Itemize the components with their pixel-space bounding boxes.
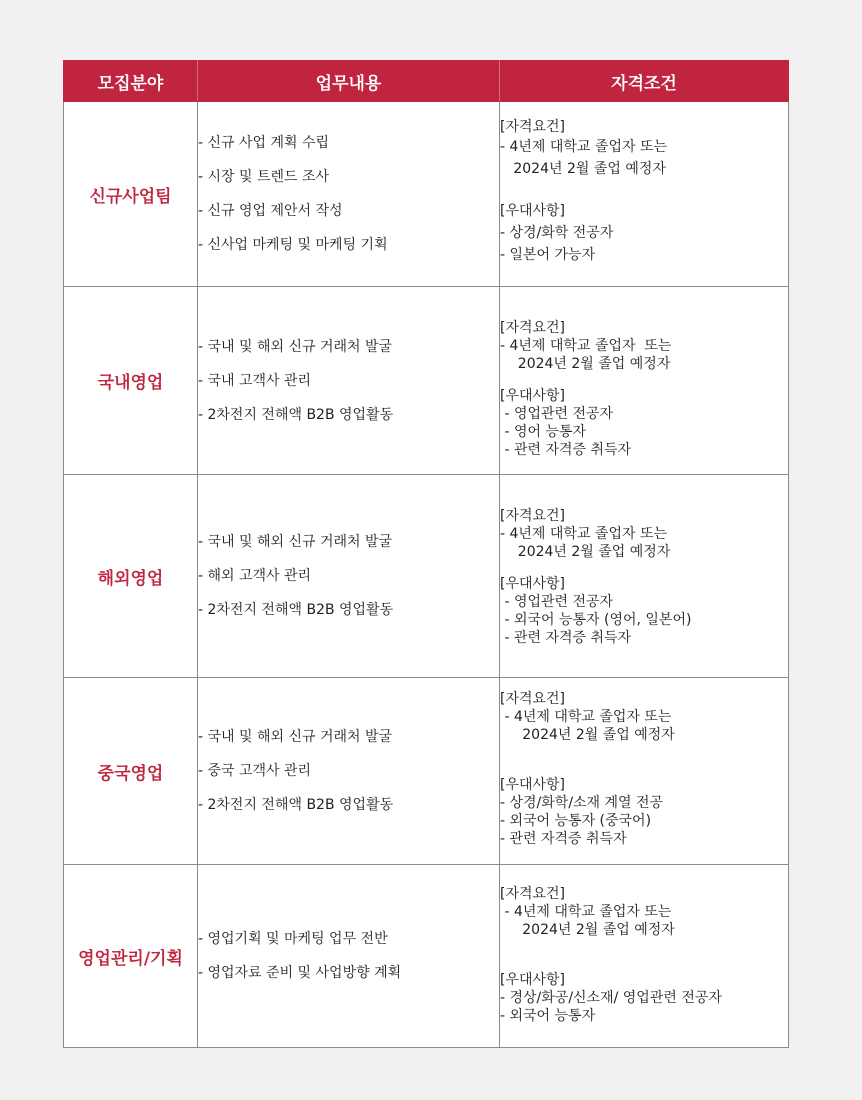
table-row xyxy=(64,678,789,865)
department-cell: 국내영업 xyxy=(64,287,198,475)
duty-item: - 영업자료 준비 및 사업방향 계획 xyxy=(198,965,402,981)
table-row xyxy=(64,287,789,475)
header-row xyxy=(64,61,789,102)
requirement-item: 2024년 2월 졸업 예정자 xyxy=(500,161,666,177)
header-duties: 업무내용 xyxy=(198,61,500,102)
requirement-item: - 4년제 대학교 졸업자 또는 xyxy=(500,338,672,354)
requirement-item: 2024년 2월 졸업 예정자 xyxy=(500,356,671,372)
requirements-title: [자격요건] xyxy=(500,691,566,707)
requirement-item: - 4년제 대학교 졸업자 또는 xyxy=(500,709,672,725)
preferred-item: - 일본어 가능자 xyxy=(500,247,596,263)
duties-cell xyxy=(198,475,500,678)
department-cell: 해외영업 xyxy=(64,475,198,678)
duties-cell xyxy=(198,287,500,475)
preferred-item: - 관련 자격증 취득자 xyxy=(500,831,627,847)
preferred-item: - 외국어 능통자 (중국어) xyxy=(500,813,652,829)
table-row xyxy=(64,475,789,678)
preferred-item: - 외국어 능통자 xyxy=(500,1008,596,1024)
recruitment-table xyxy=(63,60,789,1048)
preferred-item: - 관련 자격증 취득자 xyxy=(500,630,632,646)
duty-item: - 국내 고객사 관리 xyxy=(198,372,312,389)
duty-item: - 국내 및 해외 신규 거래처 발굴 xyxy=(198,534,393,550)
department-cell: 영업관리/기획 xyxy=(64,865,198,1048)
duty-item: - 2차전지 전해액 B2B 영업활동 xyxy=(198,797,394,813)
qualifications-cell xyxy=(500,287,789,475)
duty-item: - 2차전지 전해액 B2B 영업활동 xyxy=(198,406,394,423)
duty-item: - 2차전지 전해액 B2B 영업활동 xyxy=(198,602,394,618)
header-department: 모집분야 xyxy=(64,61,198,102)
requirements-title: [자격요건] xyxy=(500,886,566,902)
duty-item: - 신사업 마케팅 및 마케팅 기획 xyxy=(198,237,388,253)
preferred-item: - 상경/화학 전공자 xyxy=(500,225,614,241)
requirements-title: [자격요건] xyxy=(500,119,566,135)
requirement-item: 2024년 2월 졸업 예정자 xyxy=(500,544,671,560)
requirement-item: - 4년제 대학교 졸업자 또는 xyxy=(500,139,667,155)
header-requirements: 자격조건 xyxy=(500,61,789,102)
qualifications-cell xyxy=(500,475,789,678)
preferred-item: - 관련 자격증 취득자 xyxy=(500,442,632,458)
preferred-title: [우대사항] xyxy=(500,388,566,404)
duty-item: - 국내 및 해외 신규 거래처 발굴 xyxy=(198,338,393,355)
preferred-item: - 경상/화공/신소재/ 영업관련 전공자 xyxy=(500,990,722,1006)
preferred-item: - 영업관련 전공자 xyxy=(500,594,614,610)
duty-item: - 신규 영업 제안서 작성 xyxy=(198,203,343,219)
duty-item: - 국내 및 해외 신규 거래처 발굴 xyxy=(198,729,393,745)
table-row xyxy=(64,865,789,1048)
preferred-item: - 영어 능통자 xyxy=(500,424,587,440)
table-row xyxy=(64,102,789,287)
department-cell: 중국영업 xyxy=(64,678,198,865)
preferred-title: [우대사항] xyxy=(500,972,566,988)
requirement-item: 2024년 2월 졸업 예정자 xyxy=(500,922,675,938)
preferred-item: - 외국어 능통자 (영어, 일본어) xyxy=(500,612,692,628)
requirements-title: [자격요건] xyxy=(500,508,566,524)
preferred-item: - 상경/화학/소재 계열 전공 xyxy=(500,795,664,811)
qualifications-cell xyxy=(500,865,789,1048)
qualifications-cell xyxy=(500,102,789,287)
preferred-item: - 영업관련 전공자 xyxy=(500,406,614,422)
requirement-item: - 4년제 대학교 졸업자 또는 xyxy=(500,526,667,542)
preferred-title: [우대사항] xyxy=(500,576,566,592)
preferred-title: [우대사항] xyxy=(500,777,566,793)
duties-cell xyxy=(198,102,500,287)
duties-cell xyxy=(198,678,500,865)
duty-item: - 해외 고객사 관리 xyxy=(198,568,312,584)
qualifications-cell xyxy=(500,678,789,865)
department-cell: 신규사업팀 xyxy=(64,102,198,287)
duty-item: - 시장 및 트렌드 조사 xyxy=(198,169,330,185)
duty-item: - 신규 사업 계획 수립 xyxy=(198,135,330,151)
requirements-title: [자격요건] xyxy=(500,320,566,336)
requirement-item: - 4년제 대학교 졸업자 또는 xyxy=(500,904,672,920)
duty-item: - 중국 고객사 관리 xyxy=(198,763,312,779)
duty-item: - 영업기획 및 마케팅 업무 전반 xyxy=(198,931,388,947)
table-body xyxy=(64,102,789,1048)
duties-cell xyxy=(198,865,500,1048)
preferred-title: [우대사항] xyxy=(500,203,566,219)
requirement-item: 2024년 2월 졸업 예정자 xyxy=(500,727,675,743)
